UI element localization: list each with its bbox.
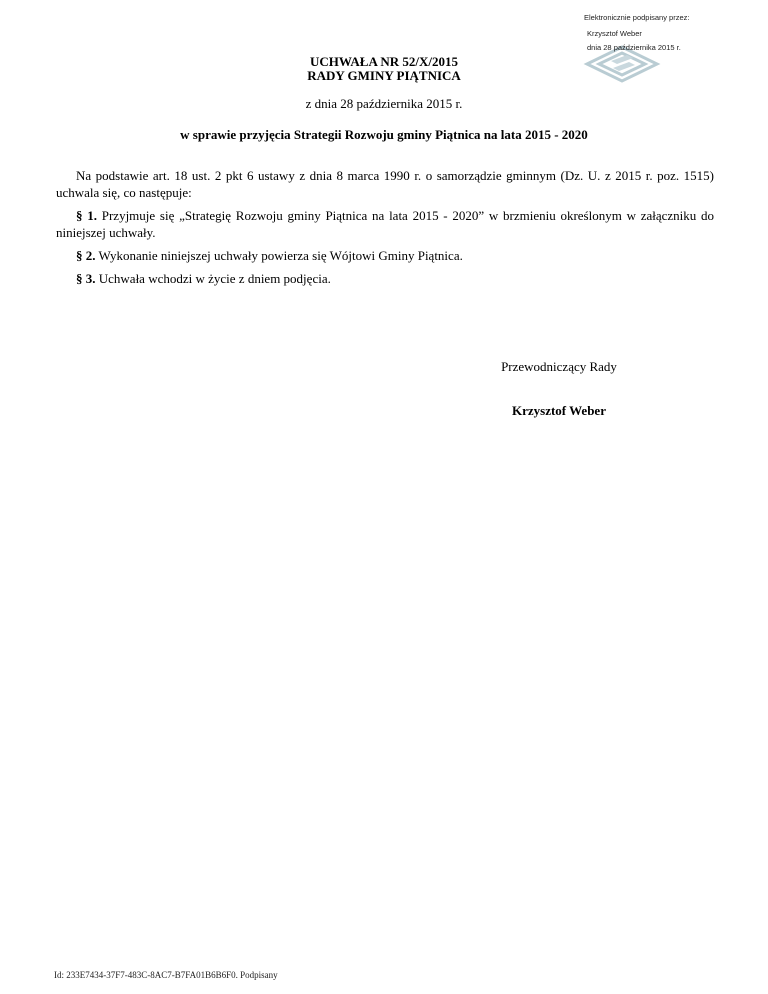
section-3-mark: § 3. <box>76 271 96 286</box>
signature-date: dnia 28 października 2015 r. <box>587 43 681 52</box>
signature-signer: Krzysztof Weber <box>587 29 642 38</box>
section-2-paragraph <box>56 247 714 264</box>
section-1-paragraph <box>56 207 714 241</box>
section-2-mark: § 2. <box>76 248 96 263</box>
document-id-footer: Id: 233E7434-37F7-483C-8AC7-B7FA01B6B6F0. Podpisany <box>54 970 278 980</box>
legal-basis-paragraph: Na podstawie art. 18 ust. 2 pkt 6 ustawy z dnia 8 marca 1990 r. o samorządzie gminnym (Dz. U. z 2015 r. poz. 1515) uchwala się, co następuje: <box>56 168 714 200</box>
signature-label: Elektronicznie podpisany przez: <box>584 13 690 22</box>
electronic-signature-block <box>583 13 763 73</box>
resolution-date: z dnia 28 października 2015 r. <box>305 96 463 111</box>
section-3-paragraph <box>56 270 714 287</box>
council-name: RADY GMINY PIĄTNICA <box>307 68 461 83</box>
signatory-role: Przewodniczący Rady <box>501 359 617 374</box>
section-1-text: Przyjmuje się „Strategię Rozwoju gminy Piątnica na lata 2015 - 2020” w brzmieniu określonym w załączniku do niniejszej uchwały. <box>56 208 715 240</box>
signatory-name: Krzysztof Weber <box>512 403 606 418</box>
resolution-subject: w sprawie przyjęcia Strategii Rozwoju gminy Piątnica na lata 2015 - 2020 <box>180 127 588 142</box>
section-2-text: Wykonanie niniejszej uchwały powierza się Wójtowi Gminy Piątnica. <box>95 248 463 263</box>
resolution-title: UCHWAŁA NR 52/X/2015 <box>309 54 459 69</box>
section-3-text: Uchwała wchodzi w życie z dniem podjęcia. <box>95 271 331 286</box>
section-1-mark: § 1. <box>76 208 97 223</box>
